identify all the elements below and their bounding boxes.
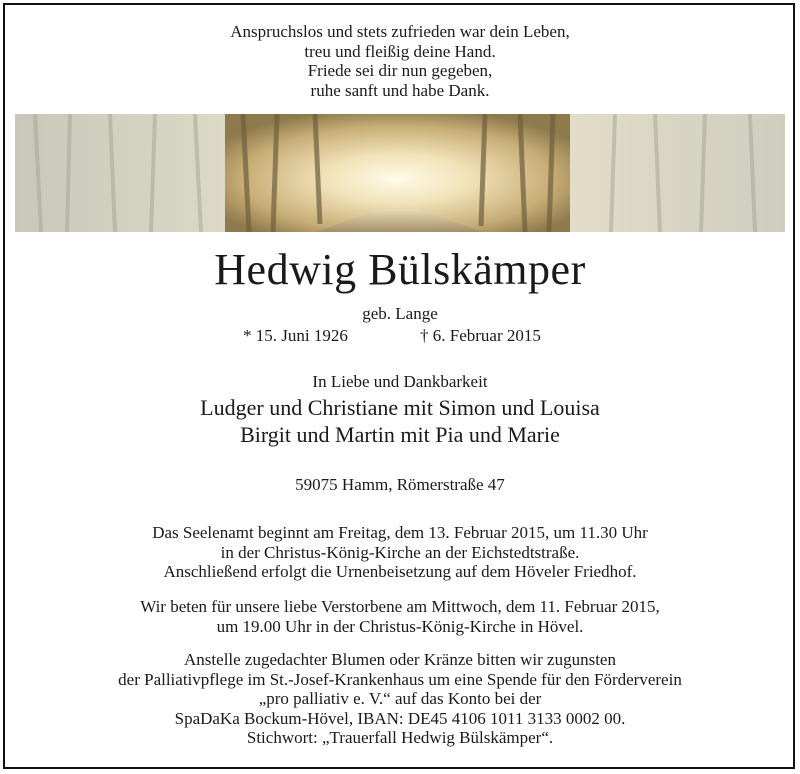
mourners-intro: In Liebe und Dankbarkeit: [312, 372, 488, 391]
death-date: † 6. Februar 2015: [420, 326, 541, 345]
mourner-line: Birgit und Martin mit Pia und Marie: [240, 422, 560, 447]
mourner-line: Ludger und Christiane mit Simon und Louisa: [200, 395, 600, 420]
notice-line: Das Seelenamt beginnt am Freitag, dem 13. Februar 2015, um 11.30 Uhr: [152, 523, 648, 542]
memorial-poem: [0, 22, 800, 100]
poem-line: treu und fleißig deine Hand.: [304, 41, 496, 61]
notice-line: in der Christus-König-Kirche an der Eichstedtstraße.: [220, 542, 580, 562]
birth-name: geb. Lange: [362, 304, 438, 323]
address: 59075 Hamm, Römerstraße 47: [295, 475, 505, 494]
mourners-list: [0, 394, 800, 448]
forest-path-image: [15, 114, 785, 232]
poem-line: Anspruchslos und stets zufrieden war dein Leben,: [230, 22, 570, 41]
deceased-name: Hedwig Bülskämper: [214, 245, 586, 294]
birth-date: * 15. Juni 1926: [243, 326, 348, 345]
notice-line: Anstelle zugedachter Blumen oder Kränze bitten wir zugunsten: [184, 650, 616, 669]
poem-line: Friede sei dir nun gegeben,: [307, 61, 493, 80]
notice-line: Anschließend erfolgt die Urnenbeisetzung auf dem Höveler Friedhof.: [163, 562, 637, 581]
notice-line: der Palliativpflege im St.-Josef-Krankenhaus um eine Spende für den Förderverein: [118, 669, 682, 689]
notice-line: um 19.00 Uhr in der Christus-König-Kirche in Hövel.: [216, 616, 584, 636]
notice-line: Stichwort: „Trauerfall Hedwig Bülskämper“.: [246, 728, 554, 747]
donation-notice: [0, 650, 800, 748]
notice-line: Wir beten für unsere liebe Verstorbene am Mittwoch, dem 11. Februar 2015,: [140, 597, 660, 616]
requiem-notice: [0, 523, 800, 582]
notice-line: SpaDaKa Bockum-Hövel, IBAN: DE45 4106 1011 3133 0002 00.: [174, 708, 626, 728]
poem-line: ruhe sanft und habe Dank.: [310, 80, 490, 100]
prayer-notice: [0, 597, 800, 636]
notice-line: „pro palliativ e. V.“ auf das Konto bei der: [258, 689, 542, 708]
